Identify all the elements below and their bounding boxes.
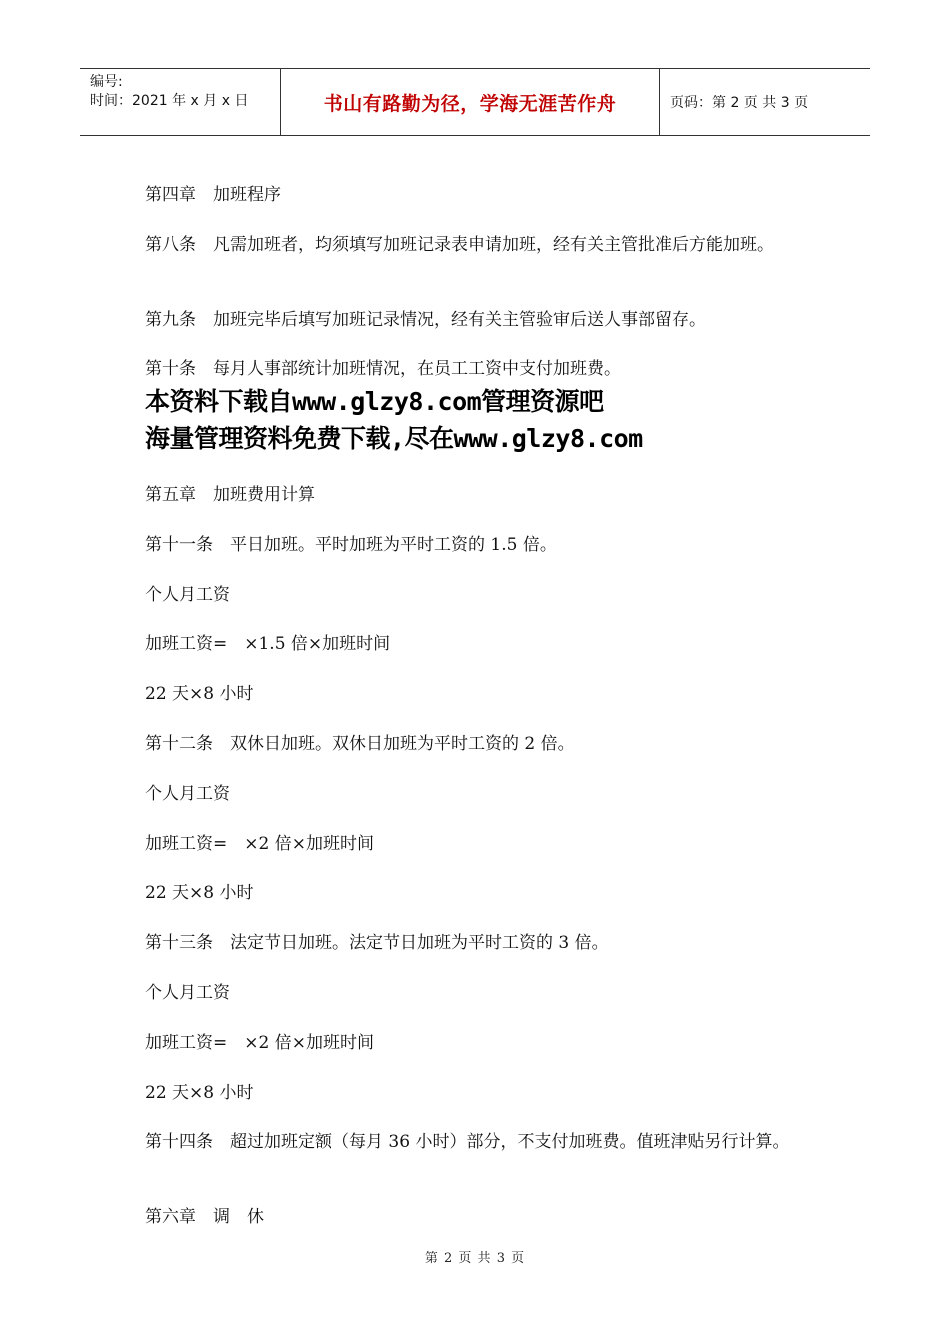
formula-line: 加班工资= ×2 倍×加班时间 — [145, 834, 374, 854]
number-label: 编号: — [90, 74, 123, 90]
formula-line: 22 天×8 小时 — [145, 883, 254, 903]
article-paragraph: 第十一条 平日加班。平时加班为平时工资的 1.5 倍。 — [145, 535, 557, 555]
article-paragraph: 第十条 每月人事部统计加班情况，在员工工资中支付加班费。 — [145, 359, 621, 379]
page-header — [80, 68, 870, 136]
article-paragraph: 第十三条 法定节日加班。法定节日加班为平时工资的 3 倍。 — [145, 933, 609, 953]
formula-line: 22 天×8 小时 — [145, 684, 254, 704]
chapter-heading: 第四章 加班程序 — [145, 185, 281, 205]
article-paragraph: 第九条 加班完毕后填写加班记录情况，经有关主管验审后送人事部留存。 — [145, 310, 706, 330]
header-motto: 书山有路勤为径，学海无涯苦作舟 — [281, 69, 660, 135]
watermark-line: 海量管理资料免费下载,尽在www.glzy8.com — [145, 424, 643, 453]
formula-line: 个人月工资 — [145, 983, 230, 1003]
formula-line: 加班工资= ×1.5 倍×加班时间 — [145, 634, 391, 654]
article-paragraph: 第八条 凡需加班者，均须填写加班记录表申请加班，经有关主管批准后方能加班。 — [145, 235, 774, 255]
header-meta — [80, 69, 281, 135]
article-paragraph: 第十四条 超过加班定额（每月 36 小时）部分，不支付加班费。值班津贴另行计算。 — [145, 1132, 790, 1152]
header-page-info: 页码：第 2 页 共 3 页 — [670, 95, 809, 111]
date-label: 时间：2021 年 x 月 x 日 — [90, 93, 249, 109]
formula-line: 个人月工资 — [145, 585, 230, 605]
chapter-heading: 第五章 加班费用计算 — [145, 485, 315, 505]
article-paragraph: 第十二条 双休日加班。双休日加班为平时工资的 2 倍。 — [145, 734, 575, 754]
chapter-heading: 第六章 调 休 — [145, 1207, 264, 1227]
formula-line: 加班工资= ×2 倍×加班时间 — [145, 1033, 374, 1053]
formula-line: 个人月工资 — [145, 784, 230, 804]
formula-line: 22 天×8 小时 — [145, 1083, 254, 1103]
watermark-line: 本资料下载自www.glzy8.com管理资源吧 — [145, 387, 604, 416]
page-footer: 第 2 页 共 3 页 — [424, 1251, 526, 1266]
